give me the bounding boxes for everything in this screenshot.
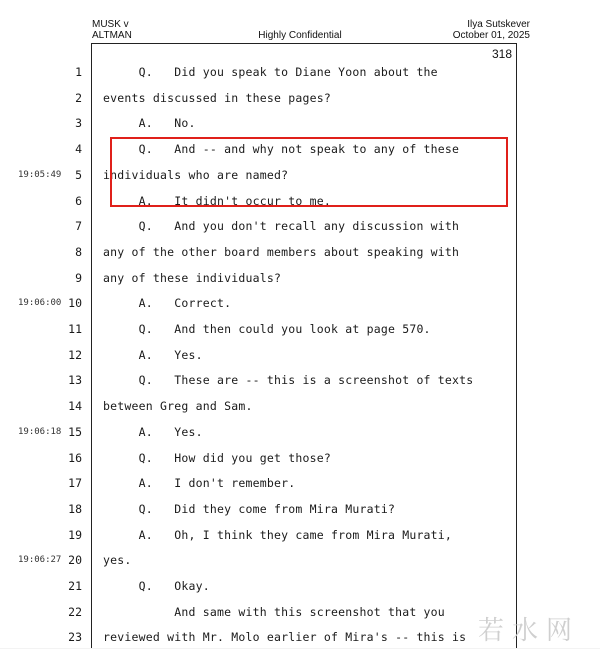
line-number: 16 [68,450,82,465]
line-text: A. Correct. [103,296,232,311]
line-number: 5 [75,167,82,182]
line-number: 8 [75,244,82,259]
case-caption-line1: MUSK v [92,19,129,30]
line-text: Q. And -- and why not speak to any of these [103,142,460,157]
line-number: 15 [68,424,82,439]
transcript-line [0,424,600,444]
line-text: any of these individuals? [103,270,282,285]
transcript-line [0,450,600,470]
timestamp: 19:06:00 [18,298,62,309]
line-text: And same with this screenshot that you [103,604,445,619]
line-text: individuals who are named? [103,167,289,182]
deponent-name: Ilya Sutskever [467,19,530,30]
line-number: 3 [75,116,82,131]
line-text: Q. And you don't recall any discussion with [103,219,460,234]
line-text: any of the other board members about speaking with [103,244,460,259]
line-number: 19 [68,527,82,542]
line-text: A. I don't remember. [103,476,296,491]
line-number: 14 [68,399,82,414]
transcript-line [0,295,600,315]
line-text: between Greg and Sam. [103,399,253,414]
transcript-line [0,578,600,598]
deposition-date: October 01, 2025 [452,30,530,41]
transcript-line [0,398,600,418]
case-caption-line2: ALTMAN [92,30,132,41]
line-number: 12 [68,347,82,362]
line-text: yes. [103,553,132,568]
timestamp: 19:06:18 [18,426,62,437]
line-text: A. Oh, I think they came from Mira Murati, [103,527,453,542]
transcript-line [0,552,600,572]
line-number: 1 [75,65,82,79]
line-number: 6 [75,193,82,208]
line-number: 2 [75,90,82,105]
line-text: Q. These are -- this is a screenshot of texts [103,373,474,388]
transcript-line [0,218,600,238]
line-number: 7 [75,219,82,234]
line-number: 13 [68,373,82,388]
line-number: 10 [68,296,82,311]
page-number: 318 [491,47,512,61]
transcript-line [0,501,600,521]
line-text: A. Yes. [103,347,203,362]
line-text: A. It didn't occur to me. [103,193,331,208]
line-text: Q. Okay. [103,579,210,593]
line-text: reviewed with Mr. Molo earlier of Mira's -- this is [103,630,467,645]
line-number: 17 [68,476,82,491]
line-number: 23 [68,630,82,645]
line-text: Q. How did you get those? [103,450,331,465]
line-text: Q. Did you speak to Diane Yoon about the [103,65,438,79]
line-text: events discussed in these pages? [103,90,331,105]
highlight-box [110,137,508,207]
transcript-line [0,270,600,290]
confidentiality-label: Highly Confidential [258,30,342,41]
transcript-line [0,527,600,547]
transcript-line [0,64,600,84]
line-number: 4 [75,142,82,157]
timestamp: 19:06:27 [18,555,62,566]
line-text: A. Yes. [103,424,203,439]
watermark: 若水网 [478,616,581,646]
line-number: 11 [68,322,82,336]
transcript-line [0,321,600,341]
deponent-info [453,19,530,41]
transcript-line [0,475,600,495]
transcript-line [0,244,600,264]
line-number: 20 [68,553,82,568]
timestamp: 19:05:49 [18,169,62,180]
line-text: A. No. [103,116,196,131]
header-rule [91,43,517,44]
line-text: Q. Did they come from Mira Murati? [103,501,396,516]
transcript-line [0,347,600,367]
transcript-line [0,90,600,110]
line-text: Q. And then could you look at page 570. [103,322,431,336]
transcript-line [0,115,600,135]
line-number: 21 [68,579,82,593]
line-number: 18 [68,501,82,516]
line-number: 22 [68,604,82,619]
line-number: 9 [75,270,82,285]
transcript-line [0,372,600,392]
